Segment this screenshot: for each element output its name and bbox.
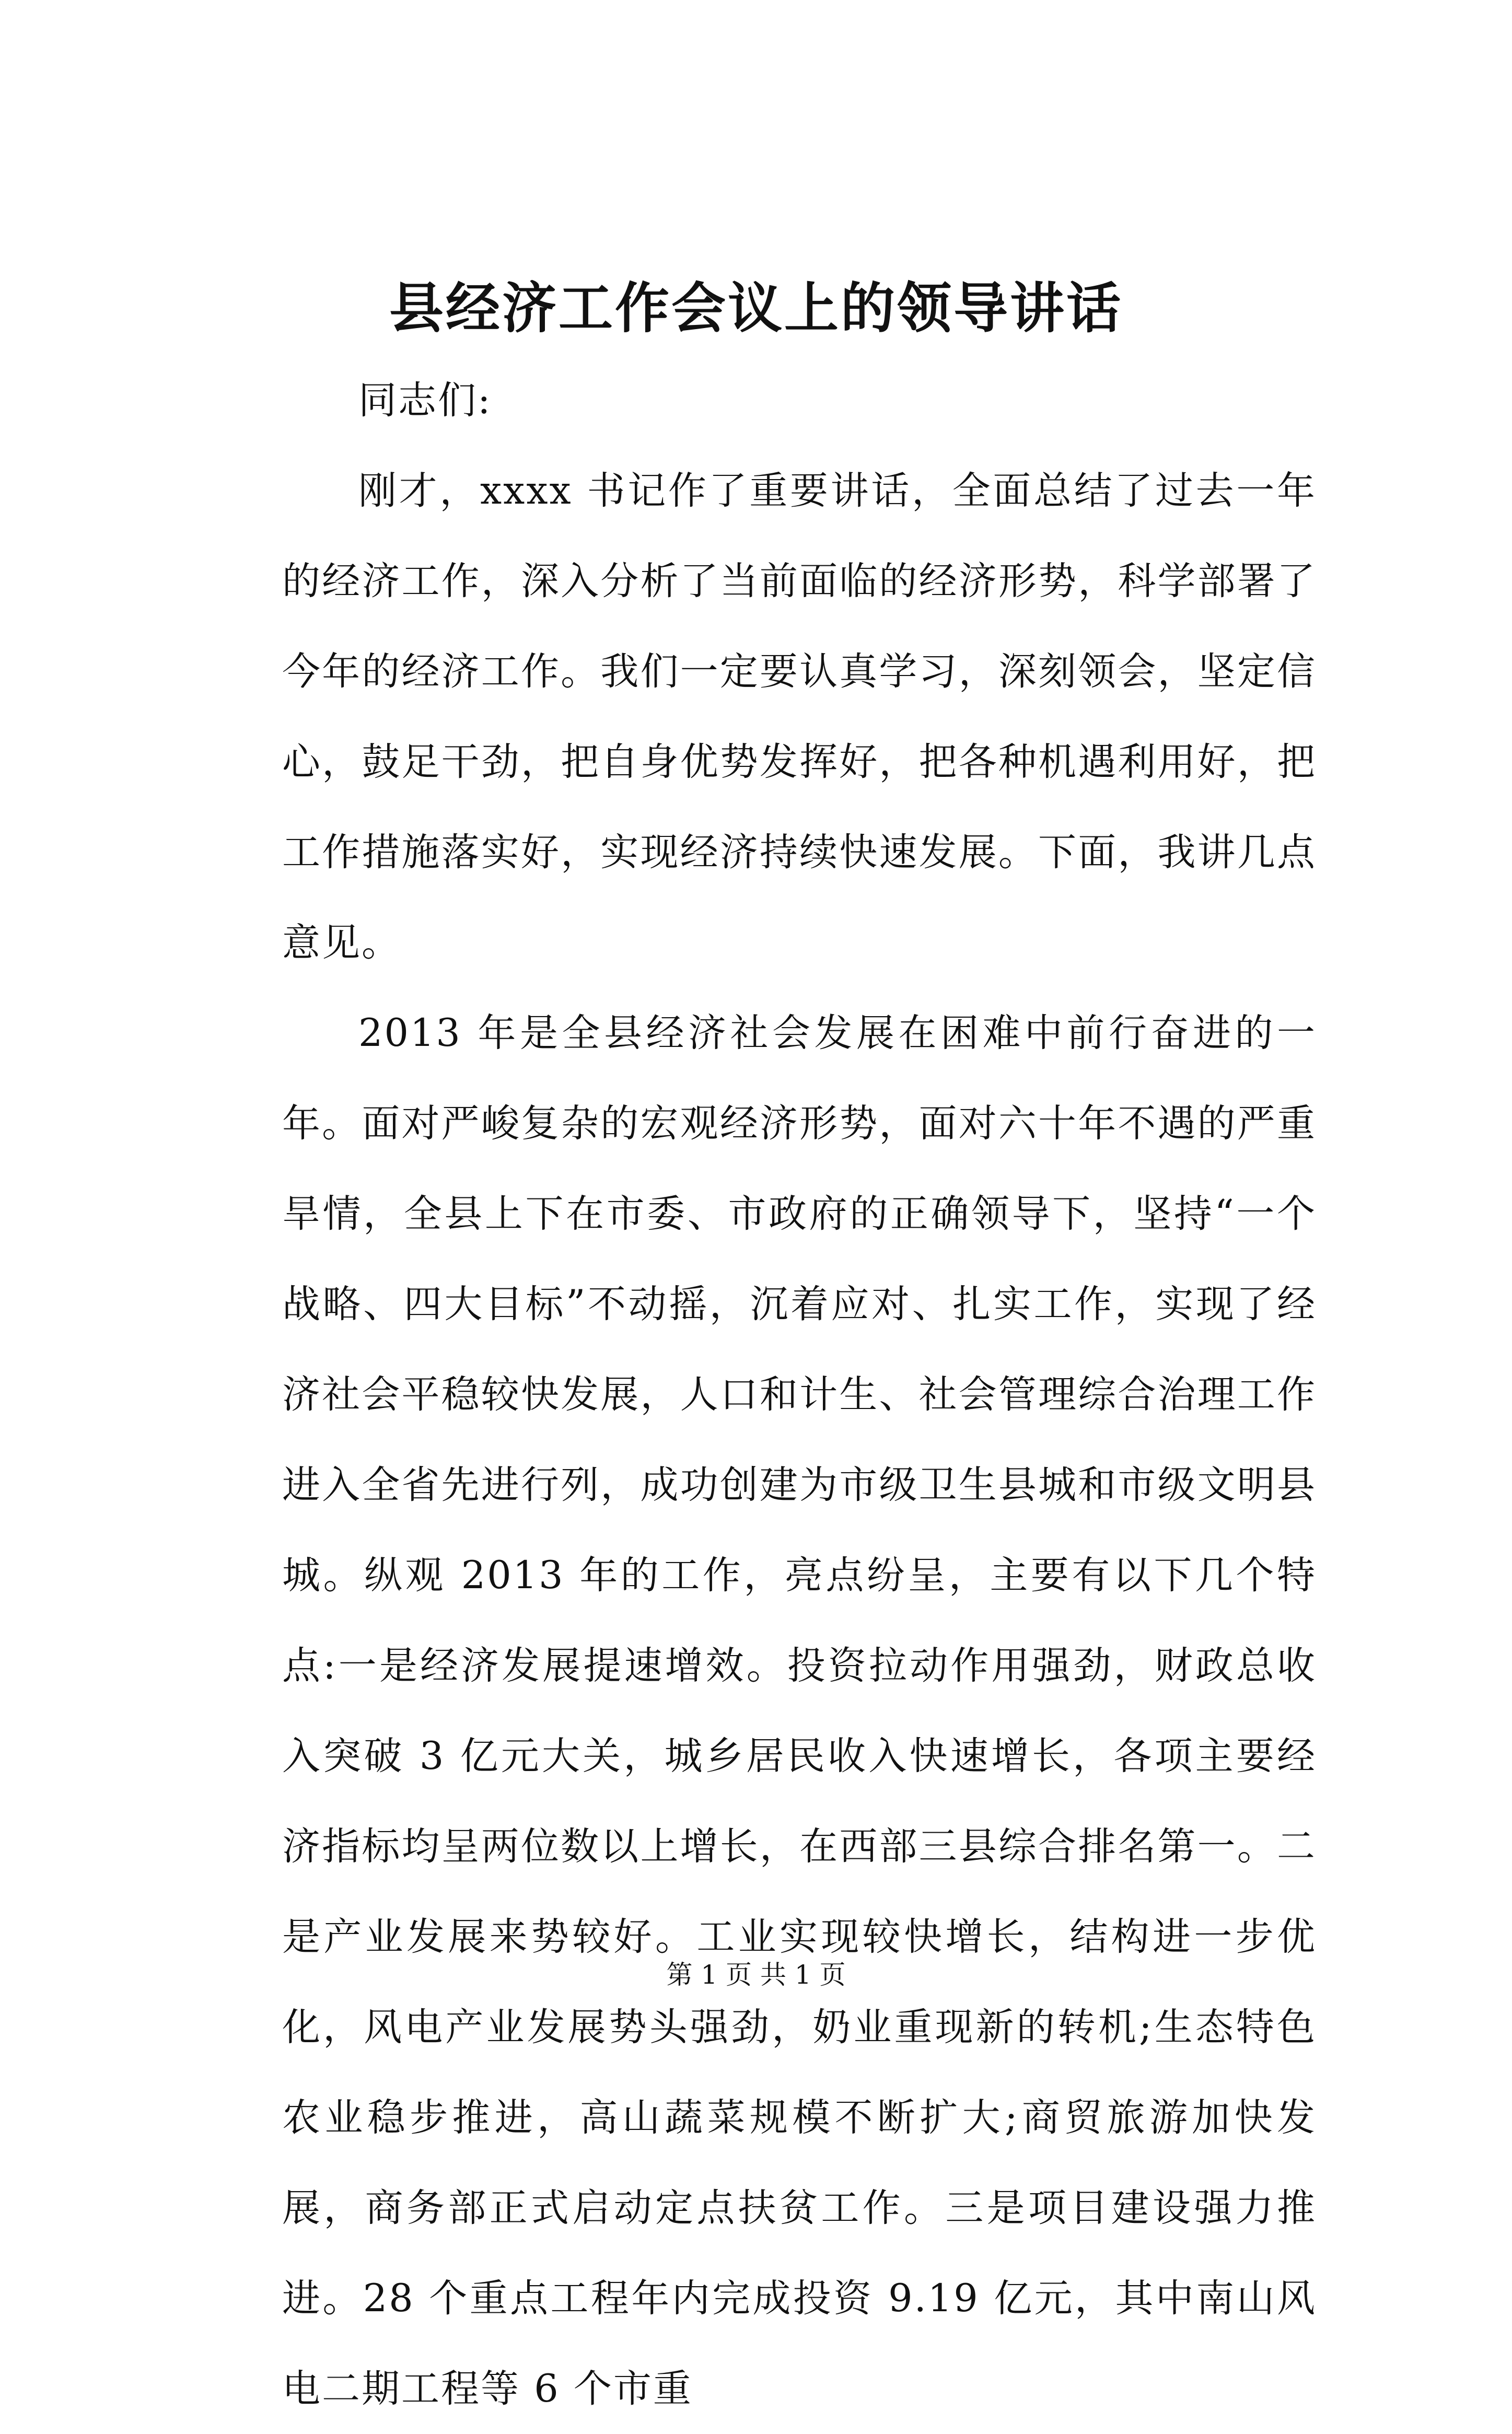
document-title: 县经济工作会议上的领导讲话 [389,276,1123,340]
body-paragraph: 刚才，xxxx 书记作了重要讲话，全面总结了过去一年的经济工作，深入分析了当前面临的经济形势，科学部署了今年的经济工作。我们一定要认真学习，深刻领会，坚定信心，鼓足干劲，把自身优势发挥好，把各种机遇利用好，把工作措施落实好，实现经济持续快速发展。下面，我讲几点意见。 [282,469,1317,965]
document-body [282,355,1317,2434]
page-footer: 第 1 页 共 1 页 [666,1960,846,1990]
salutation-paragraph: 同志们: [358,378,492,423]
body-paragraph: 2013 年是全县经济社会发展在困难中前行奋进的一年。面对严峻复杂的宏观经济形势，面对六十年不遇的严重旱情，全县上下在市委、市政府的正确领导下，坚持“一个战略、四大目标”不动摇，沉着应对、扎实工作，实现了经济社会平稳较快发展，人口和计生、社会管理综合治理工作进入全省先进行列，成功创建为市级卫生县城和市级文明县城。纵观 2013 年的工作，亮点纷呈，主要有以下几个特点:一是经济发展提速增效。投资拉动作用强劲，财政总收入突破 3 亿元大关，城乡居民收入快速增长，各项主要经济指标均呈两位数以上增长，在西部三县综合排名第一。二是产业发展来势较好。工业实现较快增长，结构进一步优化，风电产业发展势头强劲，奶业重现新的转机;生态特色农业稳步推进，高山蔬菜规模不断扩大;商贸旅游加快发展，商务部正式启动定点扶贫工作。三是项目建设强力推进。28 个重点工程年内完成投资 9.19 亿元，其中南山风电二期工程等 6 个市重 [282,1011,1317,2411]
